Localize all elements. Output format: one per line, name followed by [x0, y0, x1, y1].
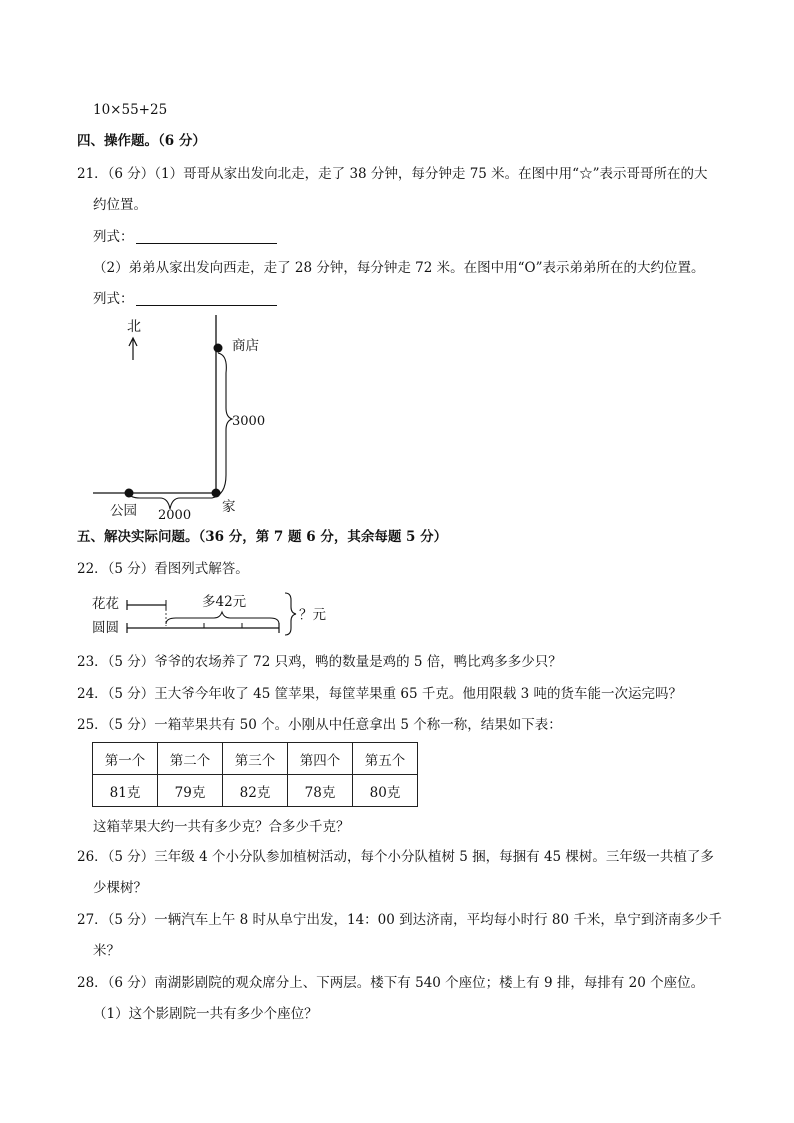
north-distance-label: 3000 — [232, 414, 266, 429]
q27-line-2: 米？ — [93, 943, 120, 959]
q21-line-2: 约位置。 — [93, 197, 147, 213]
north-indicator — [127, 319, 141, 360]
formula-label: 列式： — [93, 229, 134, 245]
park-label: 公园 — [110, 503, 137, 519]
table-cell: 79克 — [158, 775, 223, 807]
home-point — [212, 489, 221, 498]
table-cell: 78克 — [288, 775, 353, 807]
formula-label: 列式： — [93, 291, 134, 307]
line-segment-diagram — [0, 588, 794, 640]
north-label: 北 — [127, 319, 141, 335]
q25-question: 这箱苹果大约一共有多少克？合多少千克？ — [93, 819, 350, 835]
table-header-cell: 第五个 — [353, 743, 418, 775]
section-5-heading: 五、解决实际问题。（36 分，第 7 题 6 分，其余每题 5 分） — [77, 529, 448, 545]
q28-line-1: 28．（6 分）南湖影剧院的观众席分上、下两层。楼下有 540 个座位；楼上有 9 排，每排有 20 个座位。 — [77, 975, 705, 991]
table-cell: 81克 — [93, 775, 158, 807]
park-point — [125, 489, 134, 498]
table-row — [93, 775, 418, 807]
q23-text: 23．（5 分）爷爷的农场养了 72 只鸡，鸭的数量是鸡的 5 倍，鸭比鸡多多少只？ — [77, 654, 562, 670]
table-header-cell: 第四个 — [288, 743, 353, 775]
q26-line-1: 26．（5 分）三年级 4 个小分队参加植树活动，每个小分队植树 5 捆，每捆有 45 棵树。三年级一共植了多 — [77, 849, 714, 865]
q27-line-1: 27．（5 分）一辆汽车上午 8 时从阜宁出发，14：00 到达济南，平均每小时行 80 千米，阜宁到济南多少千 — [77, 912, 722, 928]
more-label: 多42元 — [202, 594, 247, 610]
table-header-cell: 第二个 — [158, 743, 223, 775]
q24-text: 24．（5 分）王大爷今年收了 45 筐苹果，每筐苹果重 65 千克。他用限载 3 吨的货车能一次运完吗？ — [77, 686, 683, 702]
q28-sub-1: （1）这个影剧院一共有多少个座位？ — [93, 1006, 318, 1022]
shop-point — [214, 344, 223, 353]
shop-label: 商店 — [232, 338, 259, 354]
section-4-heading: 四、操作题。（6 分） — [77, 133, 206, 149]
table-header-row — [93, 743, 418, 775]
q22-text: 22．（5 分）看图列式解答。 — [77, 561, 249, 577]
huahua-label: 花花 — [92, 596, 119, 612]
q21-line-1: 21．（6 分）（1）哥哥从家出发向北走，走了 38 分钟，每分钟走 75 米。在图中用“☆”表示哥哥所在的大 — [77, 166, 708, 182]
q21-formula-1 — [93, 228, 277, 246]
q21-part-2: （2）弟弟从家出发向西走，走了 28 分钟，每分钟走 72 米。在图中用“O”表示弟弟所在的大约位置。 — [93, 260, 705, 276]
answer-blank[interactable] — [136, 229, 277, 244]
expression-line: 10×55+25 — [93, 102, 168, 118]
table-cell: 82克 — [223, 775, 288, 807]
answer-blank[interactable] — [136, 291, 277, 306]
total-brace — [285, 593, 296, 635]
q25-text: 25．（5 分）一箱苹果共有 50 个。小刚从中任意拿出 5 个称一称，结果如下表： — [77, 717, 562, 733]
table-header-cell: 第一个 — [93, 743, 158, 775]
yuanyuan-label: 圆圆 — [92, 620, 119, 636]
table-header-cell: 第三个 — [223, 743, 288, 775]
difference-brace — [166, 612, 279, 624]
q26-line-2: 少棵树？ — [93, 880, 147, 896]
west-distance-label: 2000 — [158, 508, 192, 520]
home-label: 家 — [222, 499, 236, 515]
table-cell: 80克 — [353, 775, 418, 807]
total-label: ？元 — [299, 607, 326, 623]
apple-weight-table — [92, 742, 418, 807]
direction-map — [0, 305, 794, 520]
